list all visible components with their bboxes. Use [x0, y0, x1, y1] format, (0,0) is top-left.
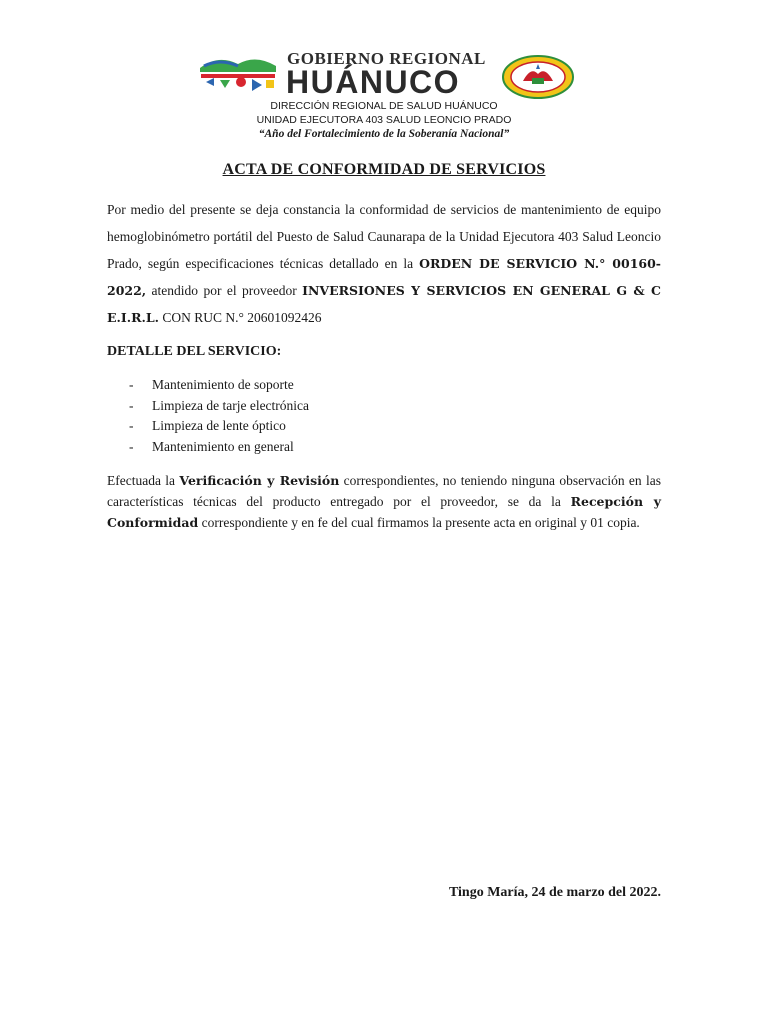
institution-line1: DIRECCIÓN REGIONAL DE SALUD HUÁNUCO [270, 100, 498, 112]
gov-line1: GOBIERNO REGIONAL [287, 49, 486, 68]
letterhead [0, 46, 768, 98]
gov-line2: HUÁNUCO [286, 64, 461, 100]
service-detail-heading: DETALLE DEL SERVICIO: [107, 344, 282, 359]
document-title: ACTA DE CONFORMIDAD DE SERVICIOS [222, 161, 546, 178]
bullet-dash: - [129, 418, 134, 433]
conformity-text-2: correspondientes, no teniendo ninguna observación en las características técnicas del producto entregado por el proveedor, se da la [107, 473, 662, 509]
provider-name: INVERSIONES Y SERVICIOS EN GENERAL G & C E.I.R.L. [107, 283, 661, 325]
provider-ruc: CON RUC N.° 20601092426 [158, 310, 322, 325]
bullet-dash: - [129, 397, 134, 413]
bullet-dash: - [129, 377, 134, 392]
institution-line2: UNIDAD EJECUTORA 403 SALUD LEONCIO PRADO [256, 114, 512, 126]
reception-phrase: Recepción y Conformidad [107, 494, 662, 530]
conformity-text: Efectuada la [107, 473, 180, 488]
intro-text-2: atendido por el proveedor [146, 283, 303, 298]
place-and-date: Tingo María, 24 de marzo del 2022. [448, 885, 661, 900]
seal-logo-icon [501, 54, 575, 100]
intro-text: Por medio del presente se deja constancia la conformidad de servicios de mantenimiento de equipo hemoglobinómetro portátil del Puesto de Salud Caunarapa de la Unidad Ejecutora 403 Salud Leoncio Prado, según especificaciones técnicas detallado en la [107, 202, 661, 271]
verification-phrase: Verificación y Revisión [179, 473, 340, 488]
national-motto: “Año del Fortalecimiento de la Soberanía Nacional” [258, 128, 510, 140]
service-order-number: ORDEN DE SERVICIO N.° 00160-2022, [107, 256, 661, 298]
conformity-paragraph [107, 470, 661, 533]
intro-paragraph [107, 196, 661, 331]
list-item-text: Mantenimiento de soporte [152, 377, 294, 392]
list-item-text: Mantenimiento en general [152, 438, 294, 454]
regional-logo-icon [198, 54, 278, 94]
list-item-text: Limpieza de tarje electrónica [152, 397, 310, 413]
bullet-dash: - [129, 438, 134, 454]
conformity-text-3: correspondiente y en fe del cual firmamos la presente acta en original y 01 copia. [198, 515, 640, 530]
list-item-text: Limpieza de lente óptico [152, 418, 286, 433]
